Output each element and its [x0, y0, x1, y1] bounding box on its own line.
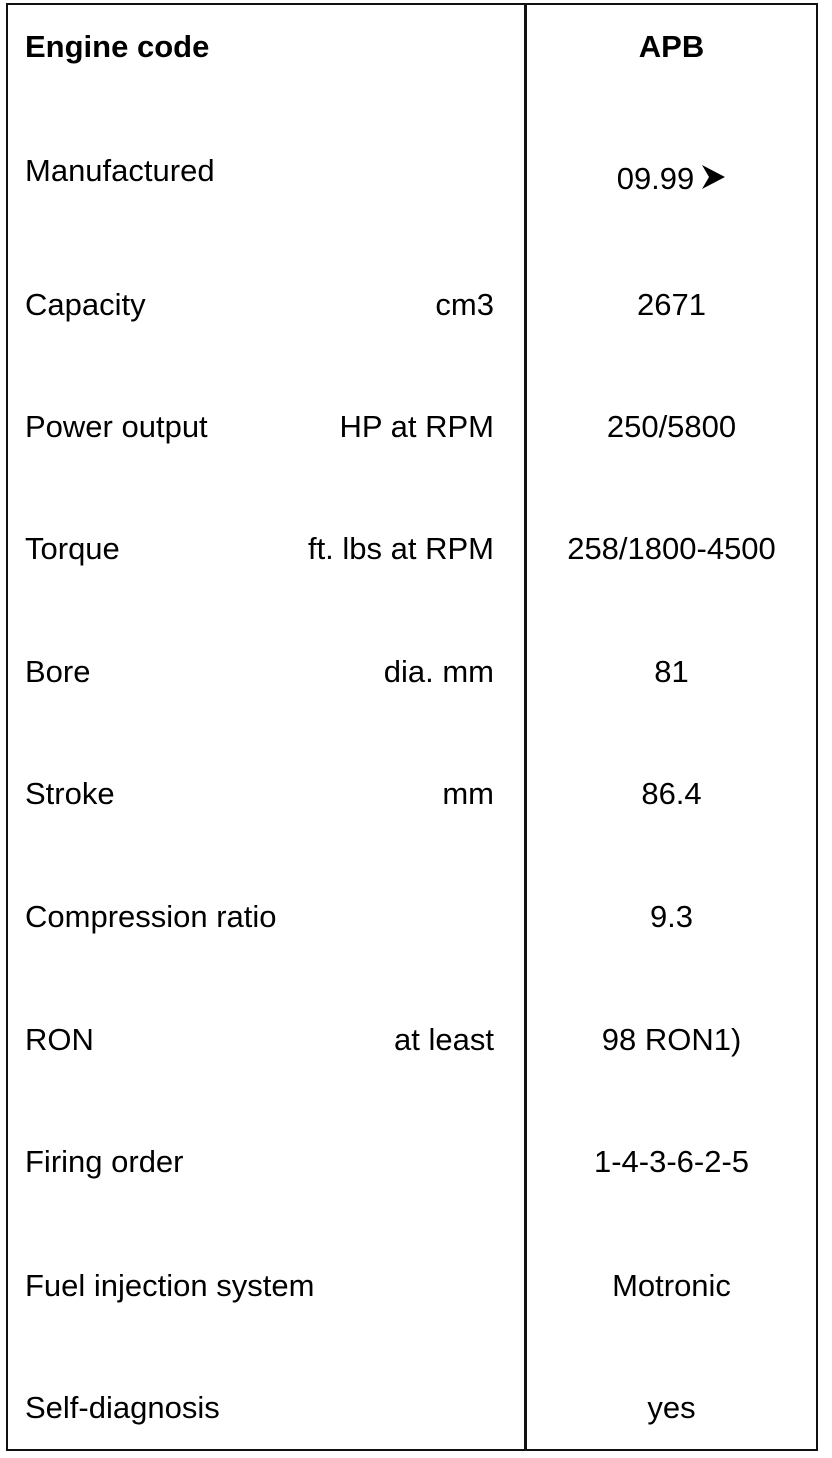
row-value: 2671	[637, 287, 706, 322]
row-label: Fuel injection system	[25, 1268, 315, 1303]
row-value: Motronic	[612, 1268, 731, 1303]
engine-spec-table	[6, 3, 818, 1451]
row-unit: HP at RPM	[339, 409, 494, 444]
row-label: RON	[25, 1022, 94, 1057]
table-row	[8, 519, 816, 579]
table-row	[8, 764, 816, 824]
table-row	[8, 275, 816, 335]
row-unit: dia. mm	[383, 654, 494, 689]
row-value: yes	[647, 1390, 696, 1425]
table-row	[8, 887, 816, 947]
row-value: 258/1800-4500	[567, 531, 776, 566]
row-label: Firing order	[25, 1144, 184, 1179]
row-value: 250/5800	[606, 409, 737, 444]
row-value: 86.4	[641, 776, 702, 811]
row-unit: mm	[442, 776, 494, 811]
row-label: Manufactured	[25, 153, 215, 188]
row-value: 98 RON1)	[601, 1022, 742, 1057]
manufactured-value: 09.99	[616, 161, 695, 196]
table-row	[8, 1378, 816, 1438]
table-row	[8, 141, 816, 201]
row-label: Bore	[25, 654, 91, 689]
table-row	[8, 1010, 816, 1070]
row-unit: ft. lbs at RPM	[307, 531, 494, 566]
row-label: Stroke	[25, 776, 115, 811]
row-label: Capacity	[25, 287, 146, 322]
row-label: Compression ratio	[25, 899, 277, 934]
arrow-right-icon	[700, 164, 726, 190]
table-row	[8, 1132, 816, 1192]
row-value: 1-4-3-6-2-5	[593, 1144, 750, 1179]
row-value: 9.3	[649, 899, 694, 934]
row-label: Self-diagnosis	[25, 1390, 220, 1425]
header-label: Engine code	[25, 29, 210, 64]
row-unit: cm3	[435, 287, 494, 322]
table-header-row	[8, 17, 816, 77]
row-label: Torque	[25, 531, 120, 566]
column-divider	[524, 5, 527, 1449]
table-row	[8, 642, 816, 702]
table-row	[8, 1256, 816, 1316]
table-row	[8, 397, 816, 457]
row-value	[527, 161, 816, 197]
row-label: Power output	[25, 409, 208, 444]
header-value: APB	[638, 29, 705, 64]
row-value: 81	[654, 654, 689, 689]
row-unit: at least	[394, 1022, 494, 1057]
